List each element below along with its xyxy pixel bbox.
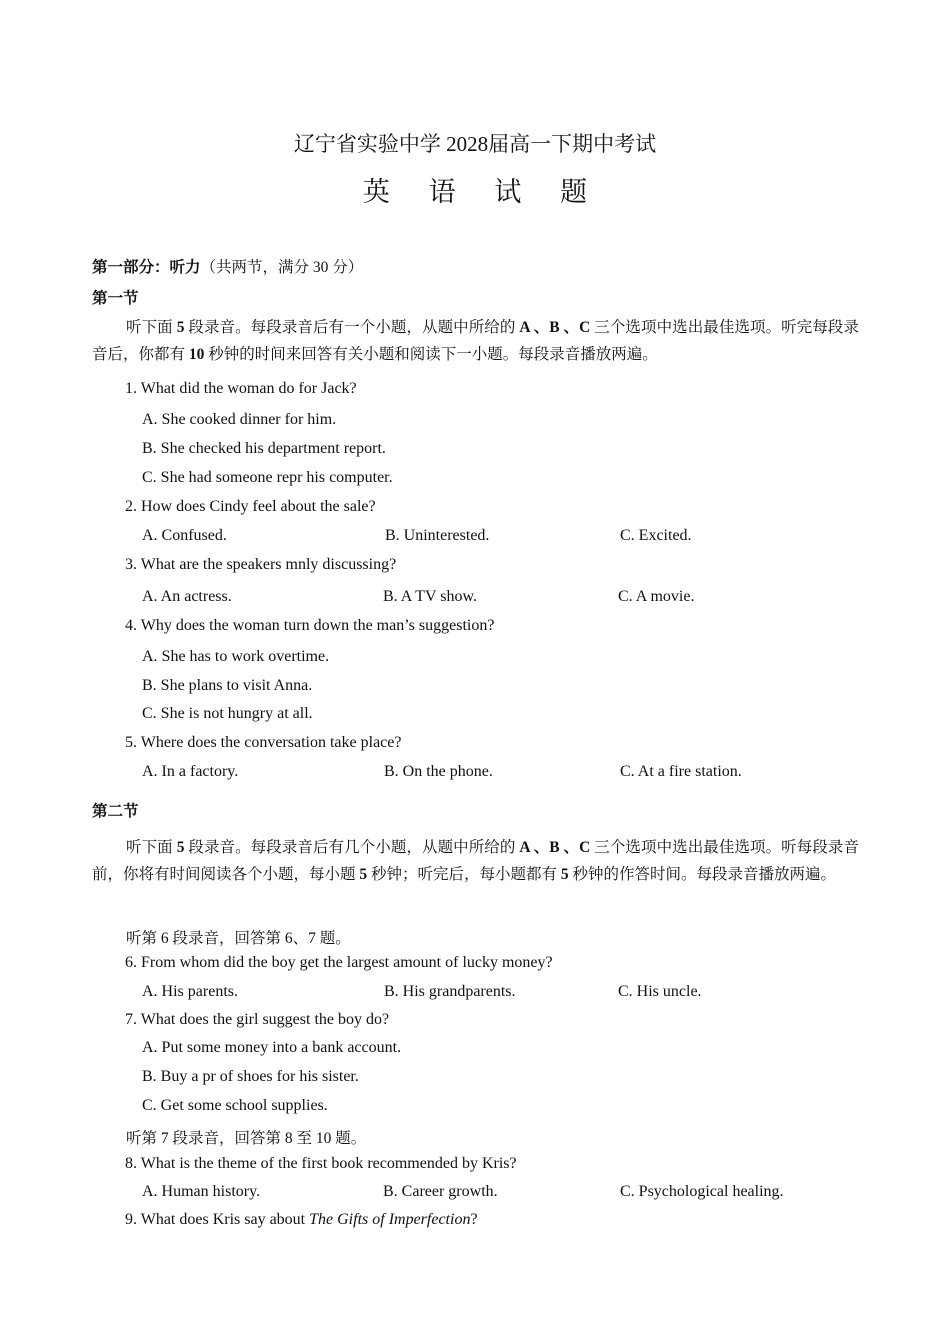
instr-number: 5 <box>560 866 569 883</box>
section2-instructions <box>92 834 859 888</box>
q2-option-b: B. Uninterested. <box>385 527 490 544</box>
question-1: 1. What did the woman do for Jack? <box>125 380 357 397</box>
part1-heading <box>92 255 363 277</box>
q4-option-a: A. She has to work overtime. <box>142 648 330 665</box>
q2-option-a: A. Confused. <box>142 527 227 544</box>
q6-option-c: C. His uncle. <box>618 983 702 1000</box>
instr-number: 5 <box>176 319 185 336</box>
q1-option-a: A. She cooked dinner for him. <box>142 411 337 428</box>
instr-text: 秒钟；听完后，每小题都有 <box>367 866 561 883</box>
q6-option-a: A. His parents. <box>142 983 238 1000</box>
instr-text: 段录音。每段录音后有一个小题，从题中所给的 <box>184 319 520 336</box>
instr-text: 听下面 <box>126 839 177 856</box>
q2-option-c: C. Excited. <box>620 527 692 544</box>
instr-text: 三个选项中选出最佳选项。听完每段录音后，你都有 <box>92 319 859 363</box>
exam-subject-title: 英 语 试 题 <box>362 177 604 207</box>
part1-heading-label: 第一部分：听力 <box>92 259 201 276</box>
q8-option-a: A. Human history. <box>142 1183 261 1200</box>
q9-end: ? <box>470 1211 478 1228</box>
q7-option-c: C. Get some school supplies. <box>142 1097 328 1114</box>
exam-school-title: 辽宁省实验中学 2028届高一下期中考试 <box>293 132 657 156</box>
section1-heading: 第一节 <box>92 290 139 307</box>
q4-option-b: B. She plans to visit Anna. <box>142 677 313 694</box>
instr-number: 10 <box>188 346 205 363</box>
section1-instructions <box>92 314 859 368</box>
instr-options: A 、B 、C <box>519 839 591 856</box>
q9-book-title: The Gifts of Imperfection <box>309 1211 471 1228</box>
instr-text: 听下面 <box>126 319 177 336</box>
instr-options: A 、B 、C <box>519 319 591 336</box>
section2-heading: 第二节 <box>92 803 139 820</box>
audio-note-6: 听第 6 段录音，回答第 6、7 题。 <box>126 930 351 947</box>
q3-option-c: C. A movie. <box>618 588 695 605</box>
question-6: 6. From whom did the boy get the largest amount of lucky money? <box>125 954 553 971</box>
instr-text: 秒钟的作答时间。每段录音播放两遍。 <box>568 866 837 883</box>
question-5: 5. Where does the conversation take place? <box>125 734 402 751</box>
instr-number: 5 <box>176 839 185 856</box>
question-7: 7. What does the girl suggest the boy do? <box>125 1011 390 1028</box>
audio-note-7: 听第 7 段录音，回答第 8 至 10 题。 <box>126 1130 367 1147</box>
q8-option-b: B. Career growth. <box>383 1183 498 1200</box>
instr-number: 5 <box>359 866 368 883</box>
question-2: 2. How does Cindy feel about the sale? <box>125 498 376 515</box>
instr-text: 秒钟的时间来回答有关小题和阅读下一小题。每段录音播放两遍。 <box>204 346 658 363</box>
q5-option-b: B. On the phone. <box>384 763 493 780</box>
q8-option-c: C. Psychological healing. <box>620 1183 784 1200</box>
q7-option-a: A. Put some money into a bank account. <box>142 1039 402 1056</box>
q1-option-b: B. She checked his department report. <box>142 440 386 457</box>
instr-text: 三个选项中选出最佳选项。听每段录音前，你将有时间阅读各个小题，每小题 <box>92 839 859 883</box>
question-8: 8. What is the theme of the first book recommended by Kris? <box>125 1155 517 1172</box>
q3-option-a: A. An actress. <box>142 588 232 605</box>
q7-option-b: B. Buy a pr of shoes for his sister. <box>142 1068 359 1085</box>
question-4: 4. Why does the woman turn down the man’s suggestion? <box>125 617 495 634</box>
q9-text: 9. What does Kris say about <box>125 1211 310 1228</box>
question-9 <box>125 1211 478 1229</box>
q4-option-c: C. She is not hungry at all. <box>142 705 313 722</box>
q3-option-b: B. A TV show. <box>383 588 477 605</box>
instr-text: 段录音。每段录音后有几个小题，从题中所给的 <box>184 839 520 856</box>
part1-heading-note: （共两节，满分 30 分） <box>200 259 364 276</box>
q5-option-c: C. At a fire station. <box>620 763 742 780</box>
q1-option-c: C. She had someone repr his computer. <box>142 469 393 486</box>
question-3: 3. What are the speakers mnly discussing? <box>125 556 397 573</box>
q5-option-a: A. In a factory. <box>142 763 239 780</box>
q6-option-b: B. His grandparents. <box>384 983 516 1000</box>
